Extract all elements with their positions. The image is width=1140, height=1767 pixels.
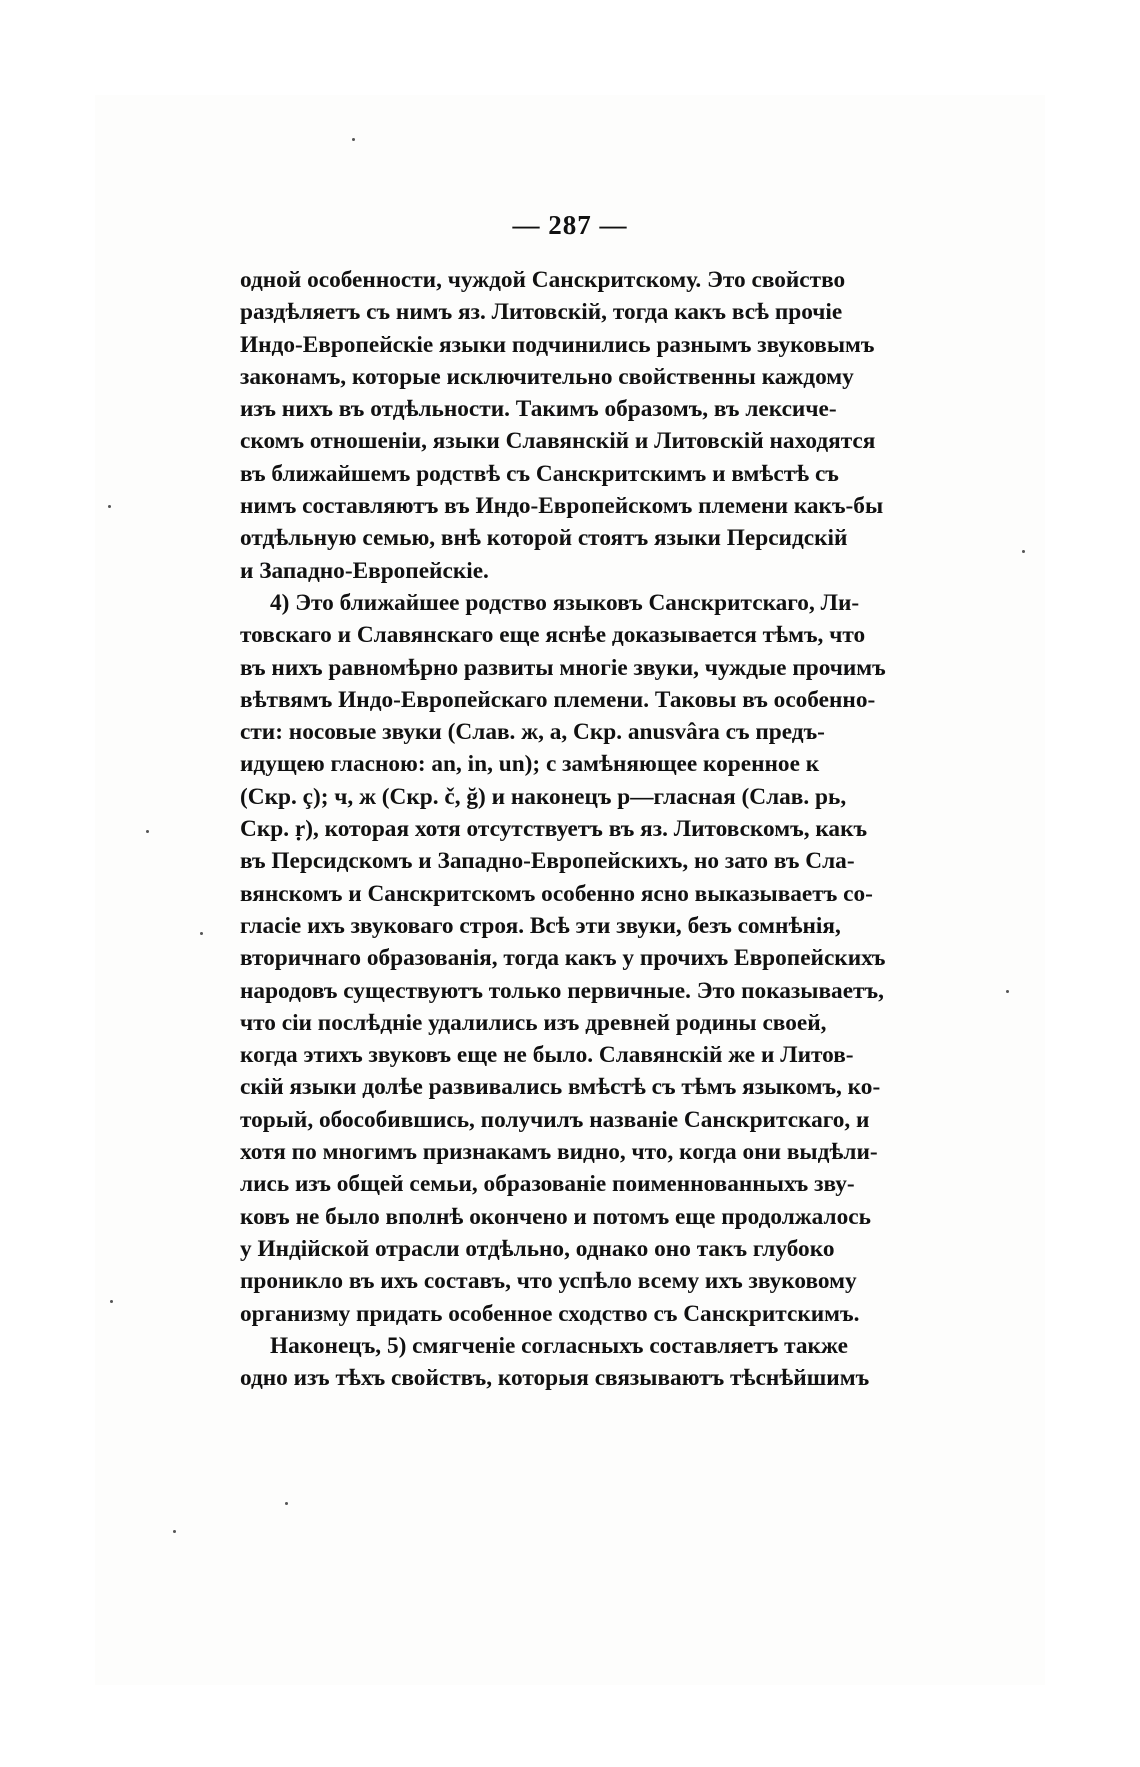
text-line: народовъ существуютъ только первичные. Это показываетъ, — [240, 977, 884, 1004]
text-line: (Скр. ç); ч, ж (Скр. č, ğ) и наконецъ р—гласная (Слав. рь, — [240, 783, 847, 810]
text-line: и Западно-Европейскіе. — [240, 557, 489, 584]
scan-speck — [352, 138, 355, 141]
text-line: идущею гласною: an, in, un); с замѣняющее коренное к — [240, 751, 820, 778]
paragraph-start-line: 4) Это ближайшее родство языковъ Санскритскаго, Ли- — [270, 589, 860, 616]
text-line: торый, обособившись, получилъ названіе Санскритскаго, и — [240, 1106, 870, 1133]
scan-speck — [173, 1530, 176, 1533]
scan-speck — [108, 505, 111, 508]
scan-speck — [200, 932, 203, 935]
text-line: нимъ составляютъ въ Индо-Европейскомъ племени какъ-бы — [240, 493, 884, 520]
scan-speck — [110, 1300, 113, 1303]
text-line: товскаго и Славянскаго еще яснѣе доказывается тѣмъ, что — [240, 622, 866, 649]
text-line: у Индійской отрасли отдѣльно, однако оно такъ глубоко — [240, 1235, 835, 1262]
scan-speck — [1006, 990, 1009, 993]
text-line: проникло въ ихъ составъ, что успѣло всему ихъ звуковому — [240, 1268, 857, 1295]
body-text — [240, 264, 888, 1394]
text-line: скомъ отношеніи, языки Славянскій и Литовскій находятся — [240, 428, 876, 455]
text-line: ковъ не было вполнѣ окончено и потомъ еще продолжалось — [240, 1203, 871, 1230]
text-line: въ нихъ равномѣрно развиты многіе звуки, чуждые прочимъ — [240, 654, 886, 681]
text-line: лись изъ общей семьи, образованіе поименнованныхъ зву- — [240, 1171, 855, 1198]
text-line: одно изъ тѣхъ свойствъ, которыя связываютъ тѣснѣйшимъ — [240, 1365, 870, 1392]
text-line: вѣтвямъ Индо-Европейскаго племени. Таковы въ особенно- — [240, 686, 876, 713]
text-line: въ Персидскомъ и Западно-Европейскихъ, но зато въ Сла- — [240, 848, 855, 875]
text-line: Индо-Европейскіе языки подчинились разнымъ звуковымъ — [240, 331, 875, 358]
paragraph-start-line: Наконецъ, 5) смягченіе согласныхъ составляетъ также — [270, 1332, 848, 1359]
text-line: хотя по многимъ признакамъ видно, что, когда они выдѣли- — [240, 1139, 878, 1166]
text-line: сти: носовые звуки (Слав. ж, а, Скр. anusvâra съ предъ- — [240, 719, 825, 746]
text-line: скій языки долѣе развивались вмѣстѣ съ тѣмъ языкомъ, ко- — [240, 1074, 881, 1101]
scan-speck — [1022, 550, 1025, 553]
text-line: когда этихъ звуковъ еще не было. Славянскій же и Литов- — [240, 1042, 854, 1069]
text-line: гласіе ихъ звуковаго строя. Всѣ эти звуки, безъ сомнѣнія, — [240, 912, 841, 939]
text-line: изъ нихъ въ отдѣльности. Такимъ образомъ, въ лексиче- — [240, 396, 837, 423]
text-line: вторичнаго образованія, тогда какъ у прочихъ Европейскихъ — [240, 945, 886, 972]
page-number: — 287 — — [512, 210, 628, 240]
text-line: законамъ, которые исключительно свойственны каждому — [240, 363, 854, 390]
text-line: что сіи послѣдніе удалились изъ древней родины своей, — [240, 1009, 827, 1036]
text-line: въ ближайшемъ родствѣ съ Санскритскимъ и вмѣстѣ съ — [240, 460, 839, 487]
scan-speck — [285, 1502, 288, 1505]
text-line: организму придать особенное сходство съ Санскритскимъ. — [240, 1300, 860, 1327]
text-line: Скр. ṛ), которая хотя отсутствуетъ въ яз. Литовскомъ, какъ — [240, 816, 868, 843]
text-line: одной особенности, чуждой Санскритскому. Это свойство — [240, 267, 846, 293]
text-line: вянскомъ и Санскритскомъ особенно ясно выказываетъ со- — [240, 880, 873, 907]
scan-speck — [146, 830, 149, 833]
text-line: раздѣляетъ съ нимъ яз. Литовскій, тогда какъ всѣ прочіе — [240, 299, 843, 326]
text-line: отдѣльную семью, внѣ которой стоятъ языки Персидскій — [240, 525, 848, 552]
